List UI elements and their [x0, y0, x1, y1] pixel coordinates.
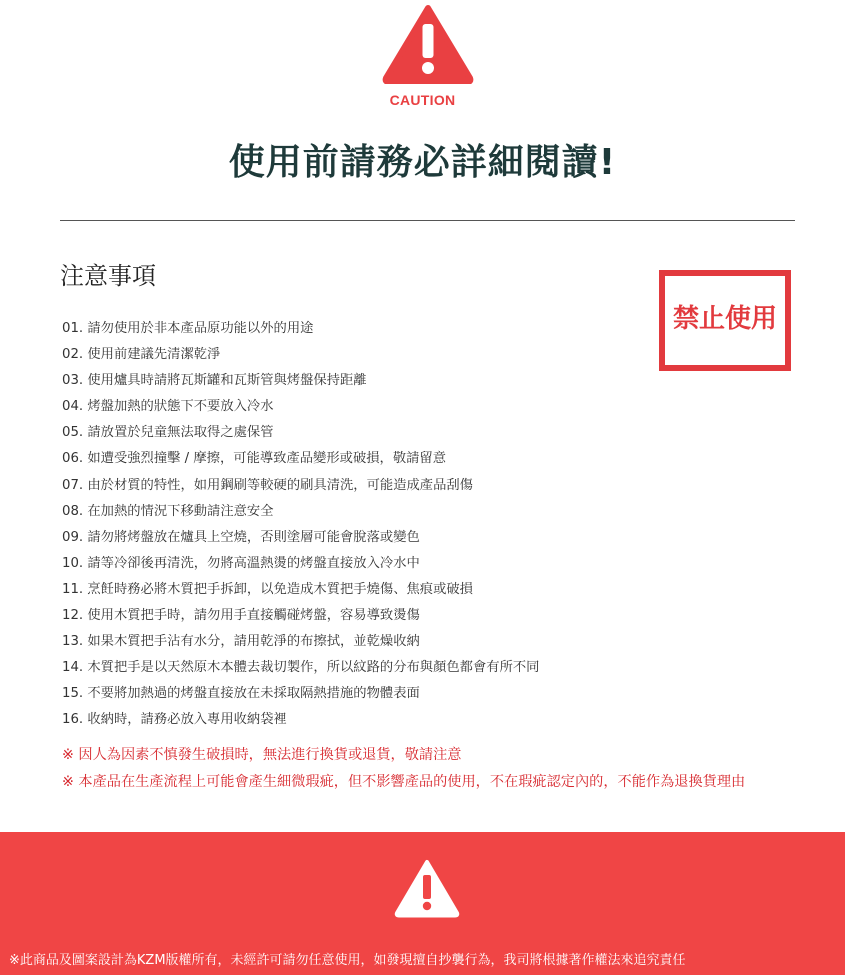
caution-label: CAUTION [389, 92, 456, 108]
list-item: 11. 烹飪時務必將木質把手拆卸，以免造成木質把手燒傷、焦痕或破損 [62, 581, 473, 597]
list-item: 13. 如果木質把手沾有水分，請用乾淨的布擦拭，並乾燥收納 [62, 634, 420, 650]
list-item: 14. 木質把手是以天然原木本體去裁切製作，所以紋路的分布與顏色都會有所不同 [62, 660, 540, 676]
prohibited-stamp [659, 270, 791, 371]
warning-notes [62, 744, 745, 798]
list-item: 06. 如遭受強烈撞擊 / 摩擦，可能導致產品變形或破損，敬請留意 [62, 451, 447, 467]
list-item: 08. 在加熱的情況下移動請注意安全 [62, 503, 274, 519]
list-item: 02. 使用前建議先清潔乾淨 [62, 347, 221, 363]
list-item: 09. 請勿將烤盤放在爐具上空燒，否則塗層可能會脫落或變色 [62, 529, 420, 545]
list-item: 16. 收納時，請務必放入專用收納袋裡 [62, 712, 287, 728]
warning-triangle-icon [394, 858, 460, 918]
stamp-label: 禁止使用 [672, 304, 777, 334]
copyright-notice: ※此商品及圖案設計為KZM版權所有，未經許可請勿任意使用，如發現擅自抄襲行為，我司將根據著作權法來追究責任 [9, 953, 686, 968]
list-item: 03. 使用爐具時請將瓦斯罐和瓦斯管與烤盤保持距離 [62, 373, 367, 389]
list-item: 07. 由於材質的特性，如用鋼刷等較硬的刷具清洗，可能造成產品刮傷 [62, 477, 473, 493]
list-item: 05. 請放置於兒童無法取得之處保管 [62, 425, 274, 441]
divider [60, 220, 795, 221]
warning-triangle-icon [382, 2, 474, 84]
warning-note: ※ 因人為因素不慎發生破損時，無法進行換貨或退貨，敬請注意 [62, 747, 462, 763]
list-item: 04. 烤盤加熱的狀態下不要放入冷水 [62, 399, 274, 415]
list-item: 15. 不要將加熱過的烤盤直接放在未採取隔熱措施的物體表面 [62, 686, 420, 702]
page-title: 使用前請務必詳細閱讀! [228, 142, 617, 183]
section-title: 注意事項 [60, 262, 156, 290]
list-item: 12. 使用木質把手時，請勿用手直接觸碰烤盤，容易導致燙傷 [62, 608, 420, 624]
list-item: 10. 請等冷卻後再清洗，勿將高溫熱燙的烤盤直接放入冷水中 [62, 555, 420, 571]
list-item: 01. 請勿使用於非本產品原功能以外的用途 [62, 321, 314, 336]
warning-note: ※ 本產品在生產流程上可能會產生細微瑕疵，但不影響產品的使用，不在瑕疵認定內的，不能作為退換貨理由 [62, 774, 746, 790]
precautions-list [62, 318, 539, 736]
